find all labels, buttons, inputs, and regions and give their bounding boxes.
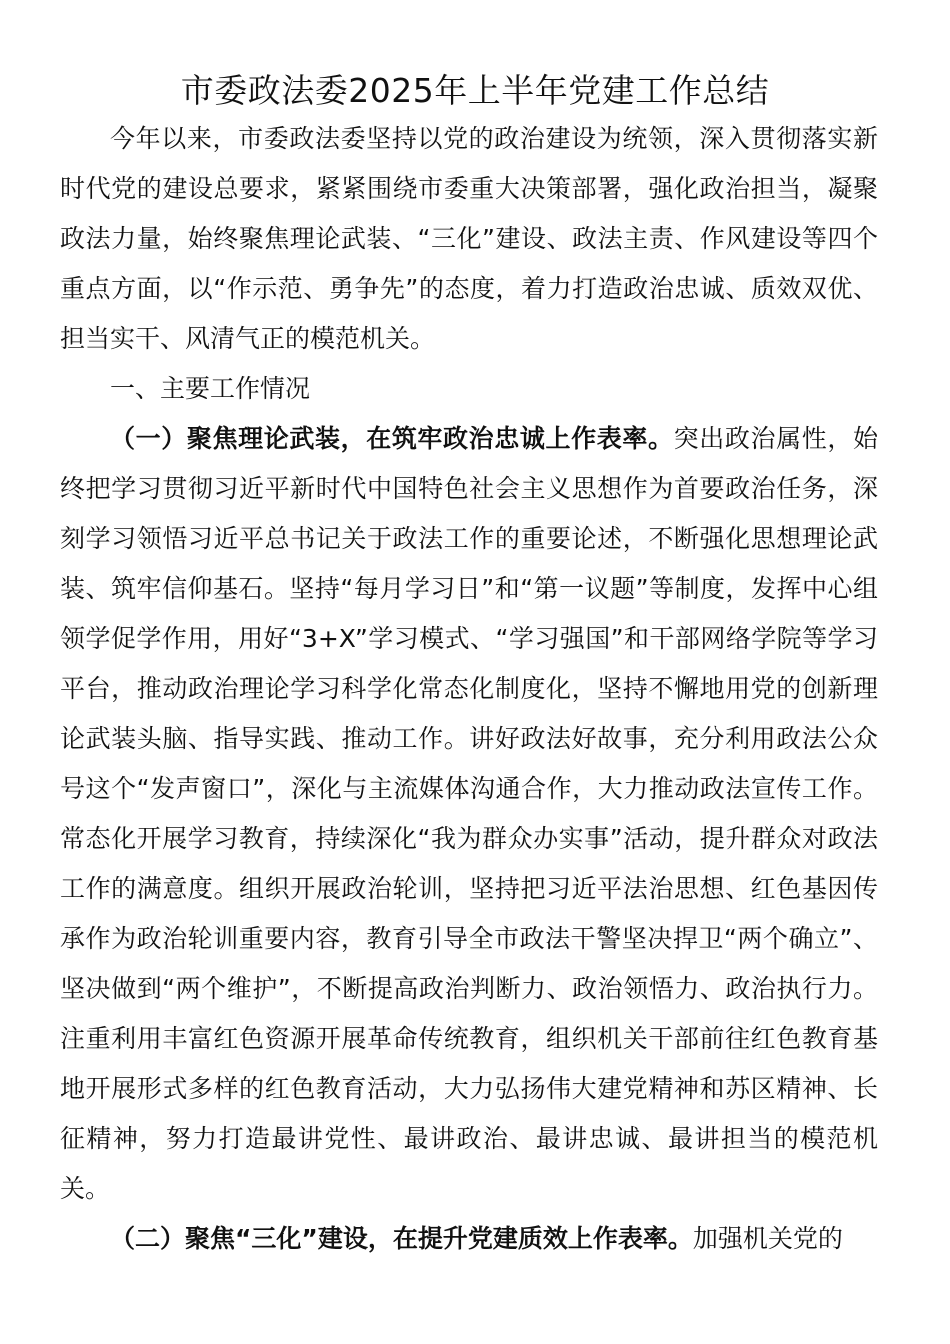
- intro-paragraph: 今年以来，市委政法委坚持以党的政治建设为统领，深入贯彻落实新时代党的建设总要求，紧紧围绕市委重大决策部署，强化政治担当，凝聚政法力量，始终聚焦理论武装、“三化”建设、政法主责、作风建设等四个重点方面，以“作示范、勇争先”的态度，着力打造政治忠诚、质效双优、担当实干、风清气正的模范机关。: [60, 124, 878, 353]
- document-title: 市委政法委2025年上半年党建工作总结: [180, 71, 770, 110]
- subsection-1-paragraph: [60, 414, 878, 1214]
- subsection-2-paragraph: [60, 1214, 878, 1264]
- document-body: [60, 114, 878, 1264]
- subsection-2-body: 加强机关党的: [692, 1224, 843, 1253]
- section-heading-main-work: 一、主要工作情况: [110, 374, 311, 403]
- subsection-2-heading: （二）聚焦“三化”建设，在提升党建质效上作表率。: [110, 1224, 693, 1253]
- subsection-1-heading: （一）聚焦理论武装，在筑牢政治忠诚上作表率。: [110, 424, 674, 453]
- subsection-1-body: 突出政治属性，始终把学习贯彻习近平新时代中国特色社会主义思想作为首要政治任务，深刻学习领悟习近平总书记关于政法工作的重要论述，不断强化思想理论武装、筑牢信仰基石。坚持“每月学习日”和“第一议题”等制度，发挥中心组领学促学作用，用好“3+X”学习模式、“学习强国”和干部网络学院等学习平台，推动政治理论学习科学化常态化制度化，坚持不懈地用党的创新理论武装头脑、指导实践、推动工作。讲好政法好故事，充分利用政法公众号这个“发声窗口”，深化与主流媒体沟通合作，大力推动政法宣传工作。常态化开展学习教育，持续深化“我为群众办实事”活动，提升群众对政法工作的满意度。组织开展政治轮训，坚持把习近平法治思想、红色基因传承作为政治轮训重要内容，教育引导全市政法干警坚决捍卫“两个确立”、坚决做到“两个维护”，不断提高政治判断力、政治领悟力、政治执行力。注重利用丰富红色资源开展革命传统教育，组织机关干部前往红色教育基地开展形式多样的红色教育活动，大力弘扬伟大建党精神和苏区精神、长征精神，努力打造最讲党性、最讲政治、最讲忠诚、最讲担当的模范机关。: [60, 424, 878, 1203]
